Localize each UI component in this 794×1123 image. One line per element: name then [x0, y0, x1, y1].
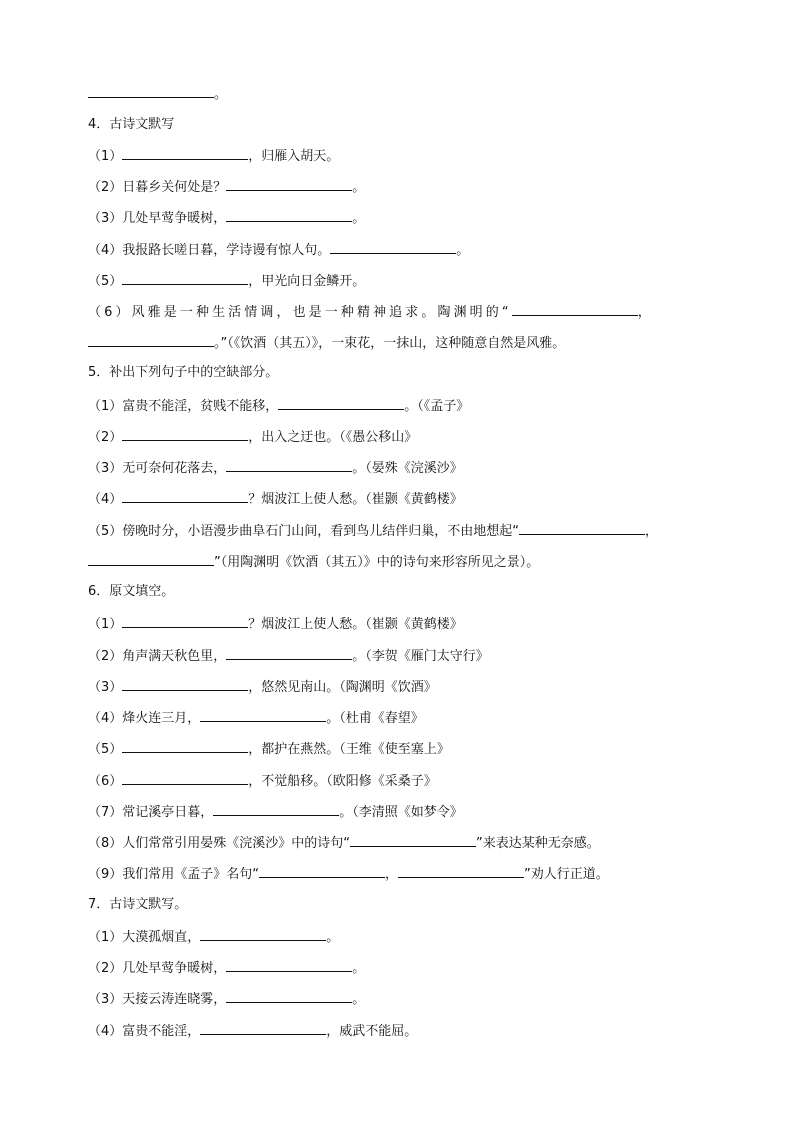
line-text: ”来表达某种无奈感。 [476, 836, 600, 851]
fill-in-blank[interactable] [226, 958, 352, 972]
text-line [88, 146, 339, 166]
fill-in-blank[interactable] [226, 458, 352, 472]
text-line [88, 427, 417, 447]
text-line [88, 989, 365, 1009]
fill-in-blank[interactable] [122, 739, 248, 753]
line-text: 。 [352, 180, 366, 195]
line-text: 。（《孟子》 [404, 399, 470, 414]
text-line [88, 489, 463, 509]
line-text: ， [385, 867, 399, 882]
line-text: （4） [88, 492, 123, 507]
line-text: 。 [214, 87, 228, 102]
line-text: 。 [352, 961, 366, 976]
line-text: 。（晏殊《浣溪沙》 [352, 461, 463, 476]
fill-in-blank[interactable] [398, 864, 524, 878]
fill-in-blank[interactable] [88, 84, 214, 98]
fill-in-blank[interactable] [200, 1021, 326, 1035]
fill-in-blank[interactable] [350, 833, 476, 847]
text-line [88, 364, 278, 382]
text-line [88, 896, 187, 914]
line-text: （2）日暮乡关何处是？ [88, 180, 227, 195]
text-line [88, 116, 174, 134]
line-text: （4）我报路长嗟日暮，学诗谩有惊人句。 [88, 243, 331, 258]
fill-in-blank[interactable] [278, 396, 404, 410]
line-text: （3） [88, 680, 123, 695]
line-text: （9）我们常用《孟子》名句“ [88, 867, 260, 882]
line-text: 。”（《饮酒（其五）》，一束花，一抹山，这种随意自然是风雅。 [214, 336, 566, 351]
line-text: ，不觉船移。（欧阳修《采桑子》 [248, 774, 437, 789]
line-text: 。 [352, 992, 366, 1007]
text-line [88, 302, 654, 322]
fill-in-blank[interactable] [122, 427, 248, 441]
line-text: （4）烽火连三月， [88, 711, 201, 726]
line-text: 。（杜甫《春望》 [326, 711, 424, 726]
line-text: （1）富贵不能淫，贫贱不能移， [88, 399, 279, 414]
line-text: （6） [88, 774, 123, 789]
fill-in-blank[interactable] [200, 927, 326, 941]
line-text: 。（李贺《雁门太守行》 [352, 649, 489, 664]
fill-in-blank[interactable] [226, 208, 352, 222]
line-text: （2） [88, 430, 123, 445]
fill-in-blank[interactable] [122, 771, 248, 785]
text-line [88, 521, 658, 541]
text-line [88, 240, 469, 260]
line-text: ，悠然见南山。（陶渊明《饮酒》 [248, 680, 437, 695]
line-text: （7）常记溪亭日暮， [88, 805, 214, 820]
text-line [88, 271, 365, 291]
line-text: （8）人们常常引用晏殊《浣溪沙》中的诗句“ [88, 836, 351, 851]
line-text: 7．古诗文默写。 [88, 897, 188, 912]
line-text: （4）富贵不能淫， [88, 1024, 201, 1039]
fill-in-blank[interactable] [226, 177, 352, 191]
text-line [88, 677, 437, 697]
fill-in-blank[interactable] [88, 333, 214, 347]
line-text: （5）傍晚时分，小语漫步曲阜石门山间，看到鸟儿结伴归巢，不由地想起“ [88, 524, 520, 539]
line-text: 。（李清照《如梦令》 [339, 805, 463, 820]
line-text: ，归雁入胡天。 [248, 149, 340, 164]
text-line [88, 84, 227, 104]
fill-in-blank[interactable] [330, 240, 456, 254]
fill-in-blank[interactable] [122, 271, 248, 285]
line-text: ”劝人行正道。 [524, 867, 609, 882]
fill-in-blank[interactable] [226, 646, 352, 660]
fill-in-blank[interactable] [226, 989, 352, 1003]
fill-in-blank[interactable] [200, 708, 326, 722]
text-line [88, 927, 339, 947]
line-text: ，都护在燕然。（王维《使至塞上》 [248, 742, 450, 757]
text-line [88, 864, 609, 884]
text-line [88, 708, 424, 728]
text-line [88, 552, 539, 572]
fill-in-blank[interactable] [122, 614, 248, 628]
line-text: ？烟波江上使人愁。（崔颢《黄鹤楼》 [248, 617, 463, 632]
line-text: ，出入之迂也。（《愚公移山》 [248, 430, 418, 445]
text-line [88, 958, 365, 978]
line-text: （1） [88, 617, 123, 632]
text-line [88, 333, 565, 353]
fill-in-blank[interactable] [512, 302, 638, 316]
line-text: （2）几处早莺争暖树， [88, 961, 227, 976]
line-text: ， [645, 524, 659, 539]
text-line [88, 802, 463, 822]
line-text: ”（用陶渊明《饮酒（其五）》中的诗句来形容所见之景）。 [214, 555, 540, 570]
text-line [88, 458, 463, 478]
line-text: 6．原文填空。 [88, 584, 175, 599]
text-line [88, 177, 365, 197]
line-text: 5．补出下列句子中的空缺部分。 [88, 365, 279, 380]
line-text: （3）无可奈何花落去， [88, 461, 227, 476]
line-text: （6）风雅是一种生活情调，也是一种精神追求。陶渊明的“ [88, 305, 512, 320]
text-line [88, 396, 469, 416]
line-text: （2）角声满天秋色里， [88, 649, 227, 664]
text-line [88, 833, 600, 853]
line-text: （5） [88, 742, 123, 757]
line-text: 。 [352, 211, 366, 226]
fill-in-blank[interactable] [122, 489, 248, 503]
line-text: （1） [88, 149, 123, 164]
text-line [88, 1021, 417, 1041]
line-text: （5） [88, 274, 123, 289]
fill-in-blank[interactable] [88, 552, 214, 566]
text-line [88, 583, 174, 601]
line-text: （3）天接云涛连晓雾， [88, 992, 227, 1007]
fill-in-blank[interactable] [213, 802, 339, 816]
line-text: ， [637, 305, 654, 320]
line-text: 。 [456, 243, 470, 258]
fill-in-blank[interactable] [519, 521, 645, 535]
fill-in-blank[interactable] [122, 677, 248, 691]
text-line [88, 771, 437, 791]
line-text: ？烟波江上使人愁。（崔颢《黄鹤楼》 [248, 492, 463, 507]
text-line [88, 614, 463, 634]
line-text: 。 [326, 930, 340, 945]
line-text: 4．古诗文默写 [88, 117, 175, 132]
fill-in-blank[interactable] [259, 864, 385, 878]
text-line [88, 208, 365, 228]
line-text: （1）大漠孤烟直， [88, 930, 201, 945]
line-text: ，甲光向日金鳞开。 [248, 274, 366, 289]
fill-in-blank[interactable] [122, 146, 248, 160]
text-line [88, 646, 489, 666]
line-text: （3）几处早莺争暖树， [88, 211, 227, 226]
line-text: ，威武不能屈。 [326, 1024, 418, 1039]
text-line [88, 739, 450, 759]
